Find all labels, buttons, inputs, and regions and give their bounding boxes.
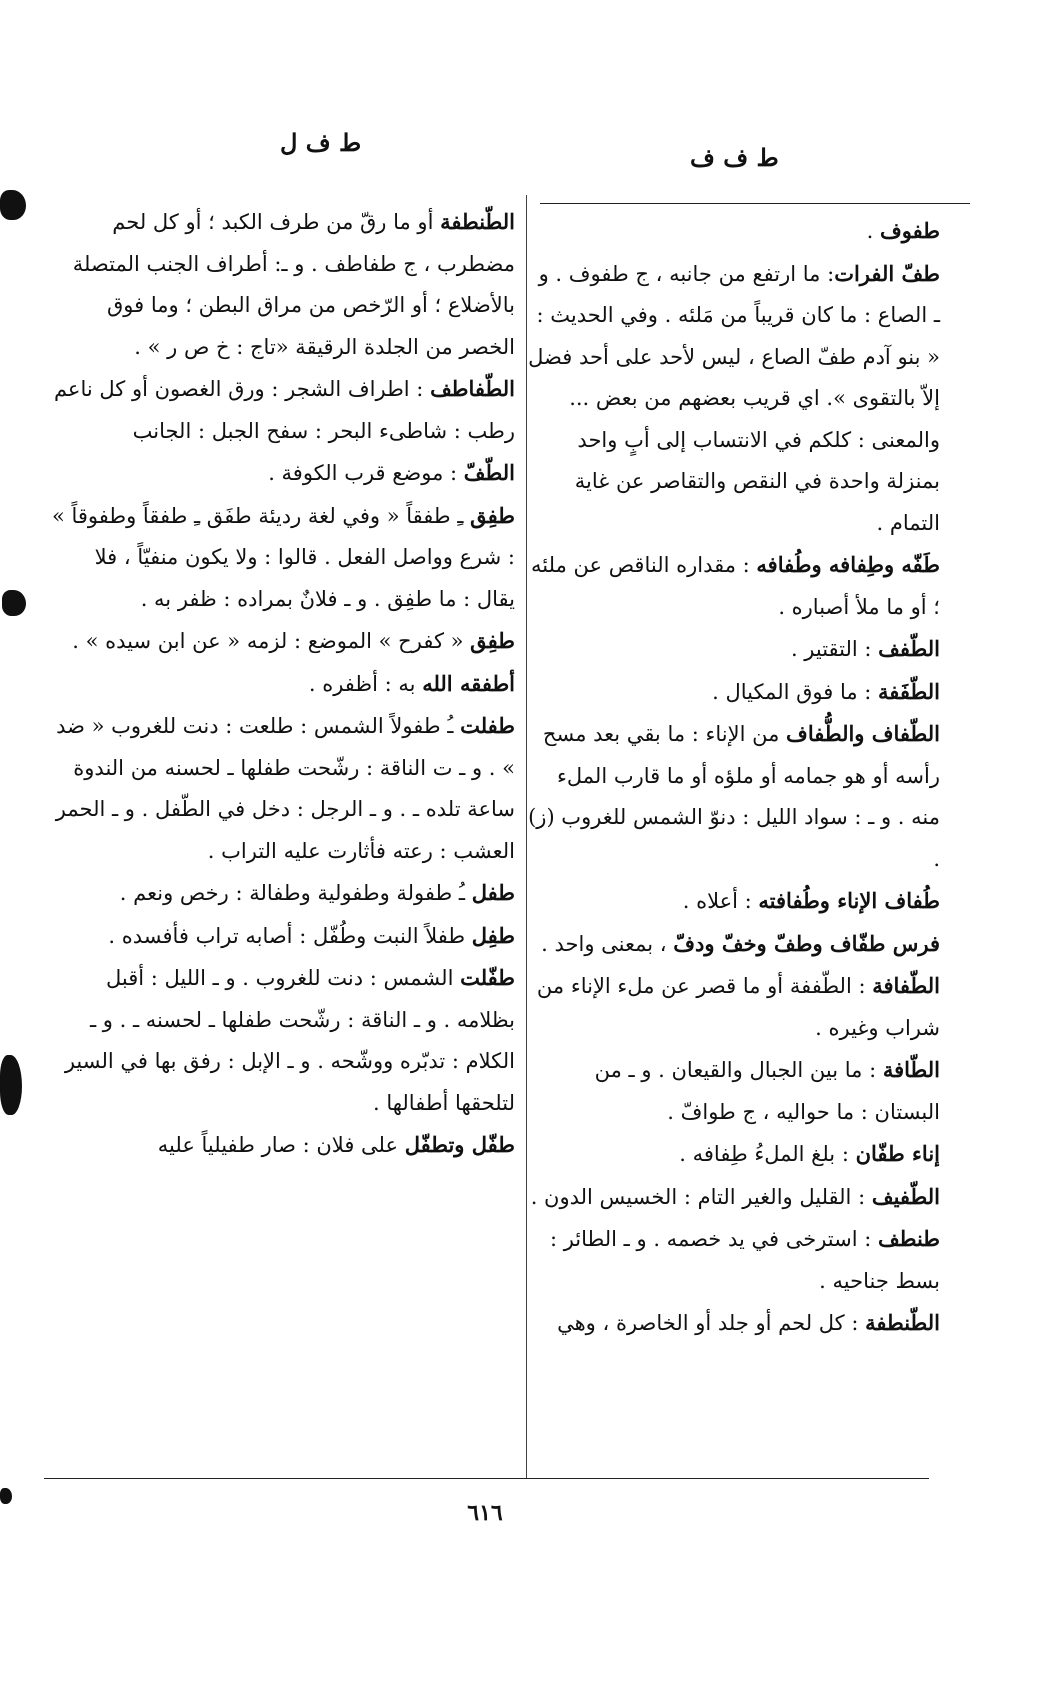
entry-headword: إناء طفّان bbox=[855, 1141, 940, 1166]
scan-blot bbox=[0, 1055, 22, 1115]
page-number: ٦١٦ bbox=[467, 1500, 503, 1526]
entry-definition: : الطّففة أو ما قصر عن ملء الإناء من شراب وغيره . bbox=[536, 974, 940, 1040]
entry-headword: أطفقه الله bbox=[422, 670, 515, 696]
entry-headword: طفِل bbox=[471, 922, 515, 948]
entry-headword: الطّنطفة bbox=[440, 209, 515, 234]
entry-headword: طفّلت bbox=[460, 965, 515, 990]
entry-headword: الطّافة bbox=[882, 1057, 940, 1082]
scan-blot bbox=[0, 1488, 12, 1504]
entry-definition: ـُ طفولاً الشمس : طلعت : دنت للغروب « ضد » . و ـ ت الناقة : رشّحت طفلها ـ لحسنه من الندوة ساعة تلده ـ . و ـ الرجل : دخل في الطّفل . و ـ الحمر العشب : رعته فأثارت عليه التراب . bbox=[55, 714, 515, 863]
footer-rule bbox=[44, 1478, 929, 1479]
entry-definition: : موضع قرب الكوفة . bbox=[268, 461, 464, 485]
entry-headword: الطّفيف bbox=[871, 1183, 940, 1209]
entry bbox=[50, 957, 515, 1124]
entry-definition: ، بمعنى واحد . bbox=[541, 931, 674, 956]
entry-headword: طُفاف الإناء وطُفافته bbox=[758, 888, 940, 913]
entry bbox=[50, 705, 515, 872]
entry bbox=[528, 880, 940, 923]
entry-headword: الطّفاطف bbox=[430, 376, 515, 401]
entry bbox=[528, 1049, 940, 1133]
entry-definition: ـِ طفقاً « وفي لغة رديئة طفَق ـِ طفقاً وطفوقاً » : شرع وواصل الفعل . قالوا : ولا يكون منفيّاً ، فلا يقال : ما طفِق . و ـ فلانٌ بمراده : ظفر به . bbox=[51, 503, 515, 611]
entry-definition: : مقداره الناقص عن ملئه ؛ أو ما ملأ أصباره . bbox=[531, 553, 940, 619]
entry bbox=[50, 452, 515, 495]
entry-definition: : التقتير . bbox=[790, 637, 879, 661]
entry-headword: طفِق bbox=[470, 628, 515, 653]
entry bbox=[50, 495, 515, 621]
entry-headword: طفِق bbox=[470, 502, 515, 528]
entry bbox=[528, 1218, 940, 1302]
entry-headword: الطّنطفة bbox=[865, 1310, 940, 1335]
entry bbox=[528, 628, 940, 671]
entry bbox=[50, 663, 515, 706]
entry bbox=[528, 544, 940, 628]
entry-headword: طنطف bbox=[877, 1226, 940, 1251]
entry-definition: ـُ طفولة وطفولية وطفالة : رخص ونعم . bbox=[119, 881, 472, 905]
entry bbox=[528, 253, 940, 545]
left-column bbox=[50, 201, 515, 1167]
entry-definition: الشمس : دنت للغروب . و ـ الليل : أقبل بظلامه . و ـ الناقة : رشّحت طفلها ـ لحسنه ـ . و ـ الكلام : تدبّره ووشّحه . و ـ الإبل : رفق بها في السير لتلحقها أطفالها . bbox=[64, 966, 515, 1115]
entry-headword: طفل bbox=[471, 880, 515, 905]
entry-definition: « كفرح » الموضع : لزمه « عن ابن سيده » . bbox=[72, 629, 471, 653]
entry-headword: الطّفافة bbox=[872, 973, 940, 998]
column-divider bbox=[526, 195, 527, 1478]
entry bbox=[528, 713, 940, 880]
entry-definition: : استرخى في يد خصمه . و ـ الطائر : بسط جناحيه . bbox=[549, 1227, 940, 1293]
entry bbox=[528, 1176, 940, 1219]
entry bbox=[528, 1133, 940, 1176]
entry-definition: : ما فوق المكيال . bbox=[712, 679, 879, 704]
entry bbox=[528, 1302, 940, 1345]
entry-definition: : أعلاه . bbox=[682, 889, 759, 913]
entry-headword: الطّفَفة bbox=[878, 678, 940, 704]
entry-headword: طفّ الفرات bbox=[834, 260, 940, 286]
scan-blot bbox=[0, 190, 26, 220]
scan-blot bbox=[2, 590, 26, 616]
entry-headword: الطّفاف والطُّفاف bbox=[786, 721, 940, 746]
entry bbox=[50, 201, 515, 368]
entry bbox=[50, 872, 515, 915]
entry-headword: طَفّه وطِفافه وطُفافه bbox=[756, 552, 940, 577]
entry-headword: الطّفّ bbox=[463, 460, 515, 485]
entry-headword: طفّل وتطفّل bbox=[404, 1132, 515, 1157]
entry-headword: طفوف bbox=[880, 218, 940, 243]
right-column bbox=[528, 210, 940, 1345]
entry-definition: على فلان : صار طفيلياً عليه bbox=[157, 1133, 405, 1157]
entry-definition: : كل لحم أو جلد أو الخاصرة ، وهي bbox=[557, 1311, 866, 1335]
entry-definition: من الإناء : ما بقي بعد مسح رأسه أو هو جمامه أو ملؤه أو ما قارب الملء منه . و ـ : سواد الليل : دنوّ الشمس للغروب (ز) . bbox=[528, 722, 940, 871]
running-header-right: ط ف ف bbox=[690, 143, 779, 172]
entry bbox=[528, 923, 940, 966]
entry bbox=[50, 915, 515, 958]
entry-definition: : القليل والغير التام : الخسيس الدون . bbox=[530, 1184, 872, 1209]
entry-definition: . bbox=[866, 219, 881, 243]
entry bbox=[528, 210, 940, 253]
entry-headword: فرس طفّاف وطفّ وخفّ ودفّ bbox=[673, 930, 940, 956]
entry bbox=[50, 1124, 515, 1167]
entry bbox=[50, 620, 515, 663]
entry bbox=[528, 965, 940, 1049]
entry-definition: : ما ارتفع من جانبه ، ج طفوف . و ـ الصاع : ما كان قريباً من مَلئه . وفي الحديث : « بنو آدم طفّ الصاع ، ليس لأحد على أحد فضل إلاّ بالتقوى ». اي قريب بعضهم من بعض ... والمعنى : كلكم في الانتساب إلى أبٍ واحد بمنزلة واحدة في النقص والتقاصر عن غاية التمام . bbox=[528, 261, 940, 535]
entry-definition: طفلاً النبت وطُفّل : أصابه تراب فأفسده . bbox=[108, 923, 472, 948]
entry-definition: به : أظفره . bbox=[308, 671, 423, 696]
entry bbox=[528, 671, 940, 714]
entry bbox=[50, 368, 515, 452]
entry-definition: أو ما رقّ من طرف الكبد ؛ أو كل لحم مضطرب ، ج طفاطف . و ـ: أطراف الجنب المتصلة بالأضلاع ؛ أو الرّخص من مراق البطن ؛ وما فوق الخصر من الجلدة الرقيقة «تاج : خ ص ر » . bbox=[72, 210, 515, 359]
running-header-left: ط ف ل bbox=[280, 128, 362, 157]
header-rule bbox=[540, 203, 970, 204]
entry-headword: الطّفف bbox=[878, 636, 940, 661]
entry-definition: : بلغ الملءُ طِفافه . bbox=[679, 1142, 856, 1166]
entry-definition: : ما بين الجبال والقيعان . و ـ من البستان : ما حواليه ، ج طوافّ . bbox=[594, 1058, 940, 1124]
entry-definition: : اطراف الشجر : ورق الغصون أو كل ناعم رطب : شاطىء البحر : سفح الجبل : الجانب bbox=[53, 377, 515, 443]
entry-headword: طفلت bbox=[460, 713, 515, 738]
